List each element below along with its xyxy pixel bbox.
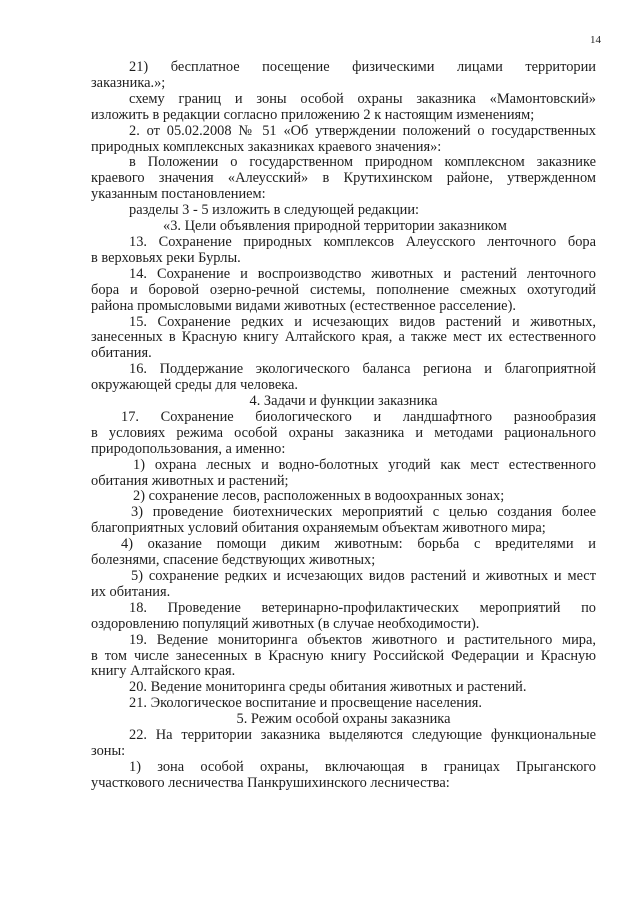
section-heading: 4. Задачи и функции заказника [249,394,438,410]
text-line: обитания животных и растений; [91,473,289,489]
text-line: в Положении о государственном природном комплексном заказнике [129,155,596,171]
text-line: 19. Ведение мониторинга объектов животного и растительного мира, [129,632,596,648]
text-line: района промысловыми видами животных (естественное расселение). [91,298,516,314]
text-line: 5) сохранение редких и исчезающих видов растений и животных и мест [131,569,596,584]
text-line: бора и боровой озерно-речной системы, пополнение смежных охотугодий [91,282,596,298]
text-line: занесенных в Красную книгу Алтайского края, а также мест их естественного [91,330,596,346]
text-line: оздоровлению популяций животных (в случае необходимости). [91,616,480,632]
text-line: 16. Поддержание экологического баланса региона и благоприятной [129,362,596,378]
text-line: 3) проведение биотехнических мероприятий с целью создания более [131,505,596,521]
text-line: 22. На территории заказника выделяются следующие функциональные [129,728,596,744]
text-line: благоприятных условий обитания охраняемым объектам животного мира; [91,521,546,537]
text-line: болезнями, спасение бедствующих животных; [91,553,376,569]
text-line: 17. Сохранение биологического и ландшафтного разнообразия [121,409,596,425]
text-line: в верховьях реки Бурлы. [91,250,241,266]
text-line: 1) охрана лесных и водно-болотных угодий как мест естественного [133,457,596,473]
text-line: изложить в редакции согласно приложению 2 к настоящим изменениям; [91,107,535,123]
text-line: указанным постановлением: [91,187,266,203]
document-body [91,60,596,792]
section-heading: «3. Цели объявления природной территории заказником [163,219,507,235]
text-line: 18. Проведение ветеринарно-профилактических мероприятий по [129,600,596,616]
text-line: 13. Сохранение природных комплексов Алеусского ленточного бора [129,234,596,250]
text-line: разделы 3 - 5 изложить в следующей редакции: [129,203,420,219]
text-line: 2. от 05.02.2008 № 51 «Об утверждении положений о государственных [129,123,596,139]
text-line: природных комплексных заказниках краевого значения»: [91,139,442,155]
text-line: природопользования, а именно: [91,441,286,457]
text-line: 4) оказание помощи диким животным: борьба с вредителями и [121,537,596,553]
text-line: участкового лесничества Панкрушихинского лесничества: [91,775,450,791]
text-line: в том числе занесенных в Красную книгу Российской Федерации и Красную [91,648,596,664]
text-line: краевого значения «Алеусский» в Крутихинском районе, утвержденном [91,171,596,187]
text-line: 15. Сохранение редких и исчезающих видов растений и животных, [129,314,596,330]
text-line: книгу Алтайского края. [91,664,236,680]
page-number: 14 [590,34,601,46]
text-line: окружающей среды для человека. [91,378,298,394]
text-line: схему границ и зоны особой охраны заказника «Мамонтовский» [129,91,596,107]
text-line: зоны: [91,743,126,759]
text-line: заказника.»; [91,75,166,91]
text-line: 1) зона особой охраны, включающая в границах Прыганского [129,759,596,775]
text-line: 2) сохранение лесов, расположенных в водоохранных зонах; [133,489,505,505]
text-line: 21) бесплатное посещение физическими лицами территории [129,60,596,75]
text-line: 14. Сохранение и воспроизводство животных и растений ленточного [129,266,596,282]
text-line: в условиях режима особой охраны заказника и методами рационального [91,425,596,441]
section-heading: 5. Режим особой охраны заказника [236,712,451,728]
text-line: 21. Экологическое воспитание и просвещение населения. [129,696,482,712]
text-line: 20. Ведение мониторинга среды обитания животных и растений. [129,680,527,696]
text-line: обитания. [91,346,152,362]
text-line: их обитания. [91,584,171,600]
